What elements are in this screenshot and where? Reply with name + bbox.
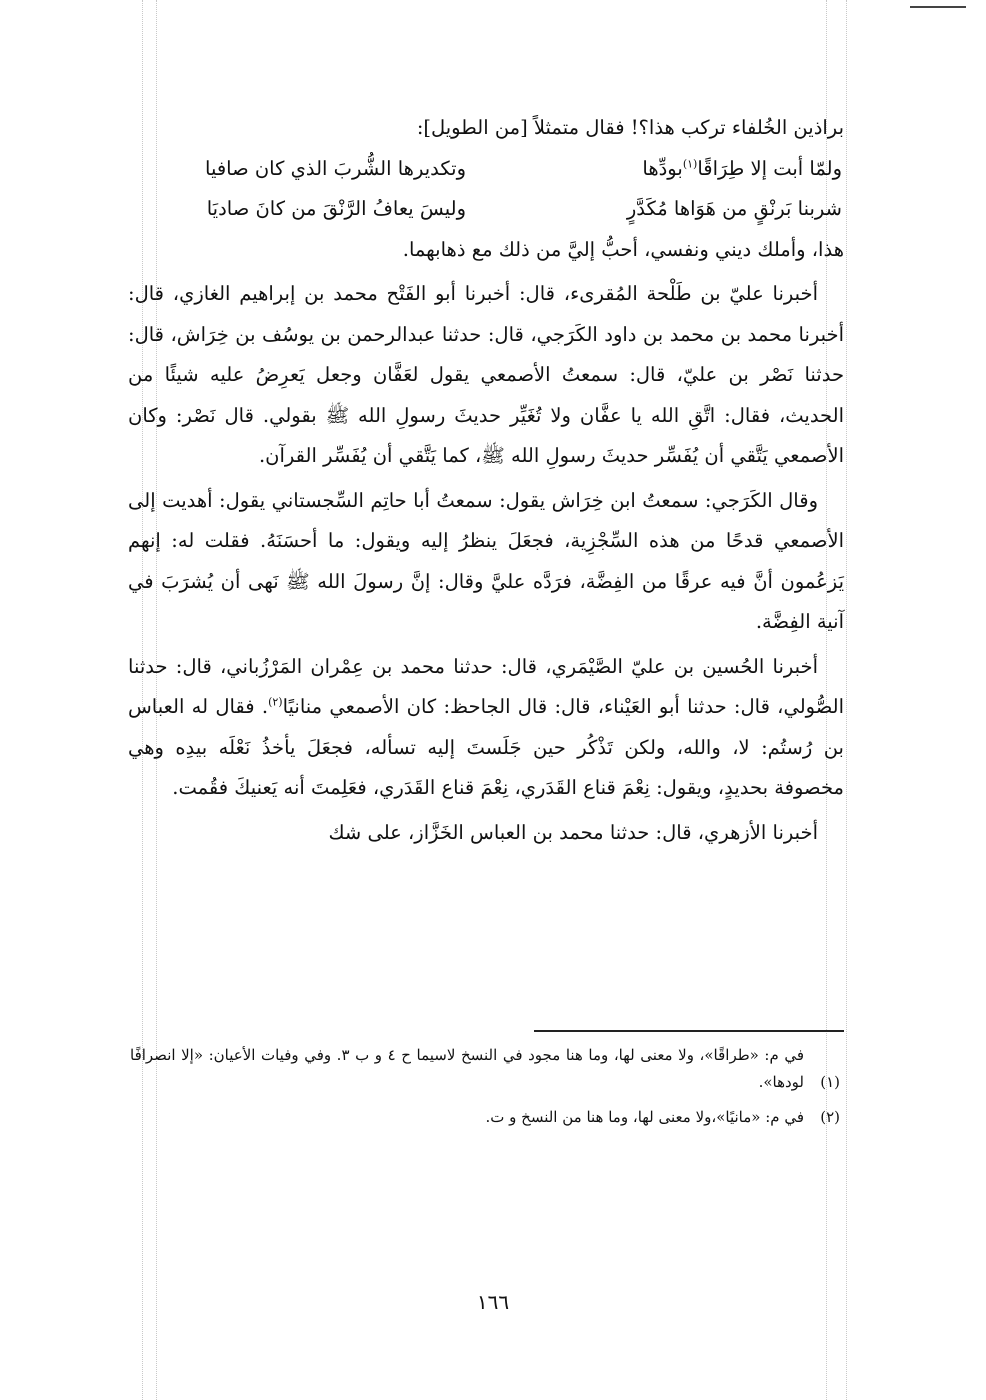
paragraph: أخبرنا عليّ بن طَلْحة المُقرىء، قال: أخبرنا أبو الفَتْح محمد بن إبراهيم الغازي، قال: أخبرنا محمد بن محمد بن داود الكَرَجي، قال: حدثنا عبدالرحمن بن يوسُف بن خِرَاش، قال: حدثنا نَصْر بن عليّ، قال: سمعتُ الأصمعي يقول لعَفَّان وجعل يَعرِضُ عليه شيئًا من الحديث، فقال: اتَّقِ الله يا عفَّان ولا تُغَيِّر حديثَ رسولِ الله ﷺ بقولي. قال نَصْر: وكان الأصمعي يَتَّقي أن يُفَسِّر حديثَ رسولِ الله ﷺ، كما يَتَّقي أن يُفَسِّر القرآن. xyxy=(128,282,844,467)
footnote-text: في م: «مانيًا»،ولا معنى لها، وما هنا من النسخ و ت. xyxy=(485,1108,804,1126)
top-edge-mark xyxy=(910,6,966,8)
text-line: هذا، وأملك ديني ونفسي، أحبُّ إليَّ من ذلك مع ذهابهما. xyxy=(402,237,844,261)
text-line: براذين الخُلفاء تركب هذا؟! فقال متمثلاً [من الطويل]: xyxy=(416,116,844,139)
paragraph: وقال الكَرَجي: سمعتُ ابن خِرَاش يقول: سمعتُ أبا حاتِم السِّجستاني يقول: أهديت إلى الأصمعي قدحًا من هذه السِّجْزِية، فجعَلَ ينظرُ إليه ويقول: ما أحسَنَهُ. فقلت له: إنهم يَزعُمون أنَّ فيه عرقًا من الفِضَّة، فرَدَّه عليَّ وقال: إنَّ رسولَ الله ﷺ نَهى أن يُشرَبَ في آنية الفِضَّة. xyxy=(128,488,844,633)
page-body xyxy=(128,108,844,853)
verse-text: ولمّا أبت إلا طِرَاقًا xyxy=(697,156,842,180)
footnote-number: (١) xyxy=(820,1073,840,1091)
footnote-text: في م: «طراقًا»، ولا معنى لها، وما هنا مجود في النسخ لاسيما ح ٤ و ب ٣. وفي وفيات الأعيان: «إلا انصرافًا لودها». xyxy=(130,1046,805,1091)
poem-verse xyxy=(128,189,844,230)
verse-first-hemistich: شربنا بَرنْقٍ من هَوَاها مُكَدَّرٍ xyxy=(626,197,842,220)
page-number: ١٦٦ xyxy=(476,1290,510,1314)
paragraph-text: . فقال له العباس بن رُستُم: لا، والله، ولكن تَذْكُر حين جَلَستَ إليه تسأله، فجعَلَ يأخذُ نَعْلَه بيدِه وهي مخصوفة بحديدٍ، ويقول: نِعْمَ قناع القَدَري، نِعْمَ قناع القَدَري، فعَلِمتَ أنه يَعنيكَ فقُمت. xyxy=(128,695,844,799)
verse-second-hemistich: وليسَ يعافُ الرَّنْقَ من كانَ صاديَا xyxy=(206,197,466,220)
footnote xyxy=(128,1104,840,1131)
footnote-number: (٢) xyxy=(820,1108,840,1126)
footnote-separator xyxy=(534,1030,844,1032)
verse-first-hemistich xyxy=(482,149,842,190)
footnotes xyxy=(128,1042,840,1139)
verse-second-hemistich: وتكديرها الشُّربَ الذي كان صافيا xyxy=(205,156,466,180)
paragraph-text: أخبرنا الحُسين بن عليّ الصَّيْمَري، قال: حدثنا محمد بن عِمْران المَرْزُباني، قال: حدثنا الصُّولي، قال: حدثنا أبو العَيْناء، قال: قال الجاحظ: كان الأصمعي منانيًا xyxy=(128,654,844,718)
footnote-marker[interactable]: (٢) xyxy=(268,695,283,709)
footnote-marker[interactable]: (١) xyxy=(682,157,698,170)
verse-text: بودِّها xyxy=(642,156,683,180)
poem-verse xyxy=(128,149,844,190)
paragraph xyxy=(128,647,844,809)
footnote xyxy=(128,1042,840,1096)
paragraph: أخبرنا الأزهري، قال: حدثنا محمد بن العباس الخَزَّاز، على شك xyxy=(328,820,818,844)
scan-guide-line xyxy=(846,0,847,1400)
